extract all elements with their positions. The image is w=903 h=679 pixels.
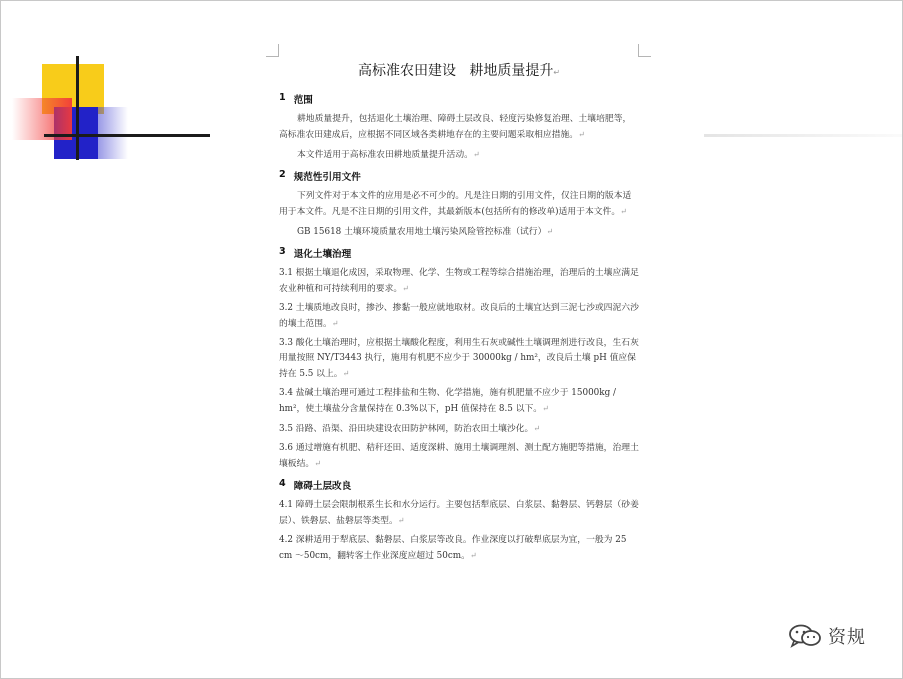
section-heading: 4 障碍土层改良 [279, 478, 352, 492]
paragraph: 耕地质量提升，包括退化土壤治理、障碍土层改良、轻度污染修复治理、土壤培肥等，高标准农田建成后，应根据不同区域各类耕地存在的主要问题采取相应措施。↵ [279, 114, 632, 140]
paragraph: 3.6 通过增施有机肥、秸秆还田、适度深耕、施用土壤调理剂、测土配方施肥等措施，治理土壤板结。↵ [279, 443, 639, 469]
page-corner-mark-left [266, 44, 279, 57]
document-page [279, 56, 639, 568]
paragraph: 3.4 盐碱土壤治理可通过工程排盐和生物、化学措施，施有机肥量不应少于 15000kg / hm²，使土壤盐分含量保持在 0.3%以下，pH 值保持在 8.5 以下。↵ [279, 388, 616, 414]
decor-horizontal-line [44, 134, 210, 137]
document-title: 高标准农田建设 耕地质量提升↵ [357, 63, 561, 79]
paragraph: 3.3 酸化土壤治理时，应根据土壤酸化程度，利用生石灰或碱性土壤调理剂进行改良，生石灰用量按照 NY/T3443 执行，施用有机肥不应少于 30000kg / hm²，改良后土壤 pH 值应保持在 5.5 以上。↵ [279, 338, 639, 379]
decor-blue-fade [98, 107, 128, 159]
paragraph: 4.1 障碍土层会限制根系生长和水分运行。主要包括犁底层、白浆层、黏磐层、钙磐层（砂姜层）、铁磐层、盐磐层等类型。↵ [279, 500, 639, 526]
paragraph: 4.2 深耕适用于犁底层、黏磐层、白浆层等改良。作业深度以打破犁底层为宜，一般为 25 cm ～50cm，翻转客土作业深度应超过 50cm。↵ [279, 535, 627, 561]
decor-horizontal-line-right [704, 134, 902, 137]
paragraph: 3.2 土壤质地改良时，掺沙、掺黏一般应就地取材。改良后的土壤宜达到三泥七沙或四泥六沙的壤土范围。↵ [279, 303, 639, 329]
watermark-text: 资规 [828, 627, 866, 648]
page-corner-mark-right [638, 44, 651, 57]
section-heading: 1 范围 [279, 92, 313, 106]
watermark [788, 623, 866, 649]
paragraph: 本文件适用于高标准农田耕地质量提升活动。↵ [297, 150, 480, 160]
paragraph: 3.1 根据土壤退化成因，采取物理、化学、生物或工程等综合措施治理，治理后的土壤应满足农业种植和可持续利用的要求。↵ [279, 268, 639, 294]
section-heading: 2 规范性引用文件 [279, 169, 361, 183]
section-heading: 3 退化土壤治理 [279, 246, 352, 260]
paragraph: 3.5 沿路、沿渠、沿田块建设农田防护林网，防治农田土壤沙化。↵ [279, 424, 541, 434]
decor-vertical-line [76, 56, 79, 160]
wechat-icon [788, 624, 822, 648]
paragraph: GB 15618 土壤环境质量农用地土壤污染风险管控标准（试行）↵ [297, 227, 554, 237]
paragraph: 下列文件对于本文件的应用是必不可少的。凡是注日期的引用文件，仅注日期的版本适用于本文件。凡是不注日期的引用文件，其最新版本(包括所有的修改单)适用于本文件。↵ [279, 191, 632, 217]
